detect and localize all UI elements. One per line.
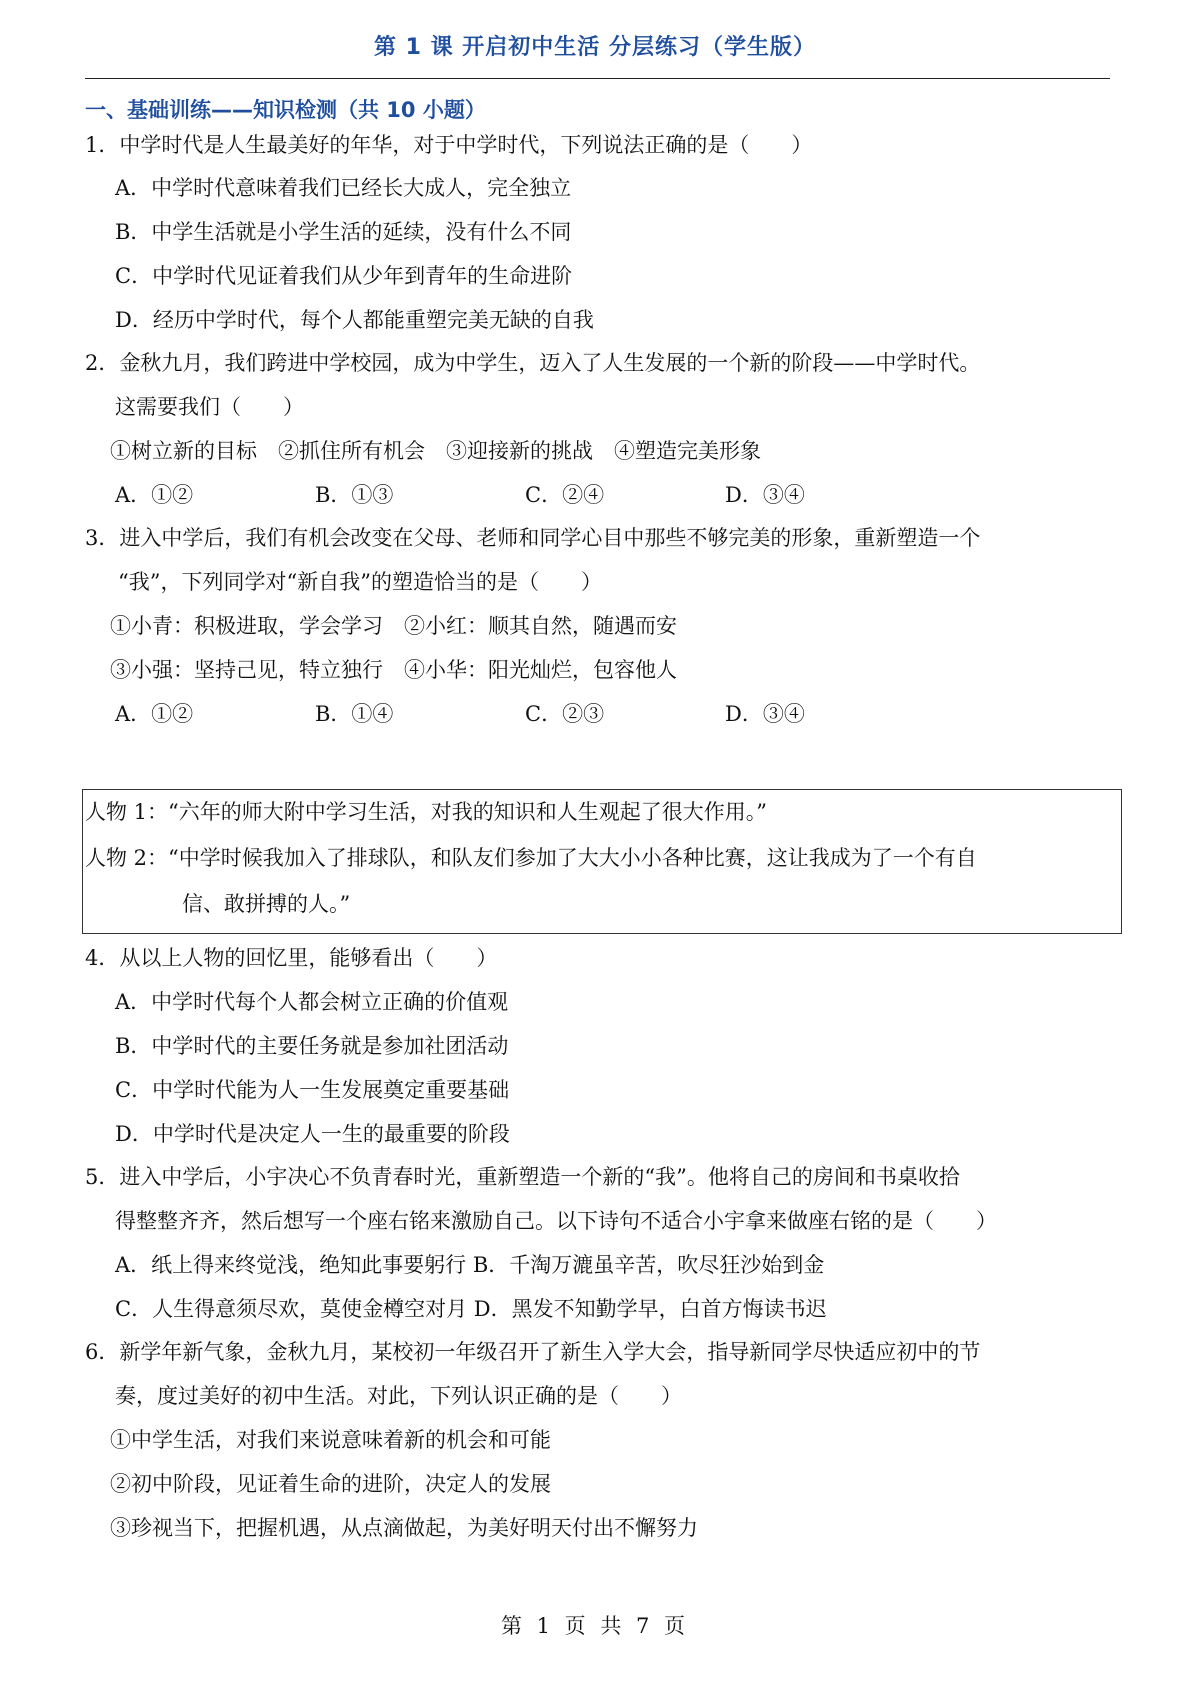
- question-2-option-b: B．①③: [315, 483, 394, 507]
- question-4-stem: 4．从以上人物的回忆里，能够看出（ ）: [85, 946, 498, 970]
- question-1-option-d: D．经历中学时代，每个人都能重塑完美无缺的自我: [115, 308, 594, 332]
- question-3-stem: 3．进入中学后，我们有机会改变在父母、老师和同学心目中那些不够完美的形象，重新塑造一个: [85, 526, 981, 550]
- question-5-stem: 5．进入中学后，小宇决心不负青春时光，重新塑造一个新的“我”。他将自己的房间和书桌收拾: [85, 1165, 960, 1189]
- question-2-option-d: D．③④: [725, 483, 805, 507]
- question-1-option-a: A．中学时代意味着我们已经长大成人，完全独立: [115, 176, 572, 200]
- question-2-stem: 2．金秋九月，我们跨进中学校园，成为中学生，迈入了人生发展的一个新的阶段——中学时代。: [85, 351, 981, 375]
- question-3-stem-cont: “我”，下列同学对“新自我”的塑造恰当的是（ ）: [118, 570, 602, 594]
- question-4-option-d: D．中学时代是决定人一生的最重要的阶段: [115, 1122, 510, 1146]
- question-6-item-1: ①中学生活，对我们来说意味着新的机会和可能: [110, 1428, 551, 1452]
- quote-person-2-cont: 信、敢拼搏的人。”: [182, 892, 351, 916]
- question-3-items-2: ③小强：坚持己见，特立独行 ④小华：阳光灿烂，包容他人: [110, 658, 677, 682]
- quote-person-2: 人物 2：“中学时候我加入了排球队，和队友们参加了大大小小各种比赛，这让我成为了一个有自: [85, 846, 977, 870]
- question-6-stem: 6．新学年新气象，金秋九月，某校初一年级召开了新生入学大会，指导新同学尽快适应初中的节: [85, 1340, 981, 1364]
- question-2-items: ①树立新的目标 ②抓住所有机会 ③迎接新的挑战 ④塑造完美形象: [110, 439, 761, 463]
- question-2-option-a: A．①②: [115, 483, 194, 507]
- question-5-stem-cont: 得整整齐齐，然后想写一个座右铭来激励自己。以下诗句不适合小宇拿来做座右铭的是（ ）: [115, 1209, 997, 1233]
- page-footer: 第 1 页 共 7 页: [500, 1614, 690, 1638]
- title-divider: [85, 78, 1110, 79]
- question-3-items-1: ①小青：积极进取，学会学习 ②小红：顺其自然，随遇而安: [110, 614, 677, 638]
- question-5-options-ab: A．纸上得来终觉浅，绝知此事要躬行 B．千淘万漉虽辛苦，吹尽狂沙始到金: [115, 1253, 825, 1277]
- question-1-option-c: C．中学时代见证着我们从少年到青年的生命进阶: [115, 264, 573, 288]
- question-4-option-c: C．中学时代能为人一生发展奠定重要基础: [115, 1078, 510, 1102]
- question-5-options-cd: C．人生得意须尽欢，莫使金樽空对月 D．黑发不知勤学早，白首方悔读书迟: [115, 1297, 827, 1321]
- question-3-option-a: A．①②: [115, 702, 194, 726]
- question-1-option-b: B．中学生活就是小学生活的延续，没有什么不同: [115, 220, 572, 244]
- section-heading: 一、基础训练——知识检测（共 10 小题）: [85, 98, 486, 122]
- question-3-option-d: D．③④: [725, 702, 805, 726]
- question-1-stem: 1．中学时代是人生最美好的年华，对于中学时代，下列说法正确的是（ ）: [85, 133, 813, 157]
- question-6-stem-cont: 奏，度过美好的初中生活。对此，下列认识正确的是（ ）: [115, 1384, 682, 1408]
- question-3-option-b: B．①④: [315, 702, 394, 726]
- document-title: 第 1 课 开启初中生活 分层练习（学生版）: [374, 35, 816, 60]
- quote-person-1: 人物 1：“六年的师大附中学习生活，对我的知识和人生观起了很大作用。”: [85, 800, 768, 824]
- question-3-option-c: C．②③: [525, 702, 605, 726]
- question-4-option-b: B．中学时代的主要任务就是参加社团活动: [115, 1034, 509, 1058]
- question-2-stem-cont: 这需要我们（ ）: [115, 395, 304, 419]
- question-4-option-a: A．中学时代每个人都会树立正确的价值观: [115, 990, 509, 1014]
- question-6-item-3: ③珍视当下，把握机遇，从点滴做起，为美好明天付出不懈努力: [110, 1516, 698, 1540]
- question-2-option-c: C．②④: [525, 483, 605, 507]
- question-6-item-2: ②初中阶段，见证着生命的进阶，决定人的发展: [110, 1472, 551, 1496]
